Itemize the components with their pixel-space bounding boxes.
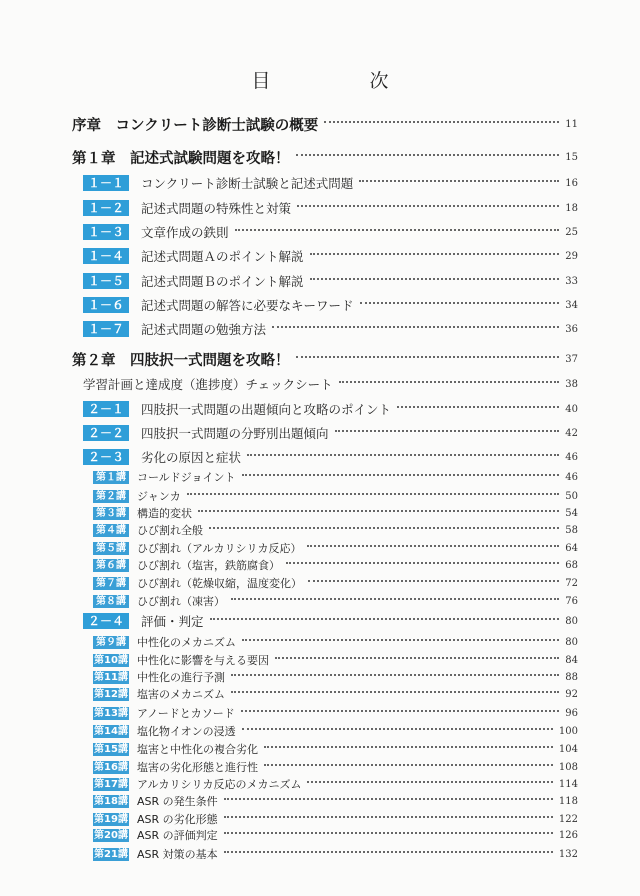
leader-dots	[235, 229, 560, 231]
toc-badge: ２－１	[83, 401, 129, 417]
leader-dots	[231, 691, 559, 693]
toc-label: 中性化の進行予測	[137, 671, 225, 684]
page-number: 118	[558, 795, 578, 807]
toc-label: 中性化に影響を与える要因	[137, 654, 269, 667]
toc-label: 第２章 四肢択一式問題を攻略！	[72, 352, 290, 369]
leader-dots	[310, 253, 560, 255]
toc-badge: 第17講	[94, 778, 128, 790]
toc-label: 記述式問題の特殊性と対策	[141, 201, 292, 216]
toc-label: 中性化のメカニズム	[137, 636, 236, 649]
page-number: 46	[565, 451, 578, 463]
leader-dots	[231, 598, 559, 600]
page-number: 18	[565, 202, 578, 214]
toc-badge: 第11講	[94, 671, 128, 683]
toc-section	[83, 447, 578, 467]
leader-dots	[231, 674, 559, 676]
page-number: 33	[565, 275, 578, 287]
toc-lecture	[93, 573, 578, 593]
toc-badge: 第14講	[94, 725, 128, 737]
toc-lecture	[93, 791, 578, 811]
page-number: 108	[558, 761, 578, 773]
page-number: 15	[565, 151, 578, 163]
toc-label: 塩害のメカニズム	[137, 688, 225, 701]
toc-badge: 第10講	[94, 654, 128, 666]
leader-dots	[242, 639, 559, 641]
toc-badge: 第12講	[94, 688, 128, 700]
leader-dots	[224, 832, 553, 834]
toc-lecture	[93, 591, 578, 611]
toc-section	[83, 173, 578, 193]
leader-dots	[296, 154, 560, 156]
page-title: 目 次	[251, 70, 429, 92]
toc-label: 文章作成の鉄則	[141, 225, 229, 240]
toc-section	[83, 222, 578, 242]
toc-label: 塩害の劣化形態と進行性	[137, 761, 258, 774]
leader-dots	[242, 474, 560, 476]
toc-lecture	[93, 684, 578, 704]
page-number: 100	[558, 725, 578, 737]
leader-dots	[241, 710, 559, 712]
leader-dots	[307, 781, 552, 783]
toc-badge: 第７講	[93, 577, 129, 590]
toc-label: ひび割れ（凍害）	[137, 595, 225, 608]
toc-label: 学習計画と達成度（進捗度）チェックシート	[83, 377, 333, 392]
leader-dots	[224, 851, 553, 853]
leader-dots	[187, 493, 559, 495]
toc-section	[83, 374, 578, 394]
toc-lecture	[93, 703, 578, 723]
toc-label: ひび割れ（塩害，鉄筋腐食）	[137, 559, 280, 572]
page-number: 40	[565, 403, 578, 415]
toc-badge: ２－３	[83, 449, 129, 465]
leader-dots	[247, 454, 559, 456]
toc-lecture	[93, 739, 578, 759]
toc-badge: 第９講	[93, 636, 129, 649]
toc-label: ASR 対策の基本	[137, 848, 218, 861]
leader-dots	[297, 205, 559, 207]
leader-dots	[272, 326, 559, 328]
page-number: 50	[565, 490, 578, 502]
toc-label: 記述式問題Ａのポイント解説	[141, 249, 304, 264]
toc-section	[83, 399, 578, 419]
toc-chapter	[72, 349, 578, 369]
toc-section	[83, 295, 578, 315]
page-number: 92	[565, 688, 578, 700]
toc-label: ASR の発生条件	[137, 795, 218, 808]
toc-label: 序章 コンクリート診断士試験の概要	[72, 117, 319, 134]
toc-lecture	[93, 632, 578, 652]
page-number: 104	[558, 743, 578, 755]
leader-dots	[242, 728, 553, 730]
toc-section	[83, 271, 578, 291]
page-number: 76	[565, 595, 578, 607]
leader-dots	[198, 510, 559, 512]
page-number: 25	[565, 226, 578, 238]
leader-dots	[339, 381, 560, 383]
toc-badge: ２－２	[83, 425, 129, 441]
toc-label: 記述式問題の勉強方法	[141, 322, 267, 337]
leader-dots	[286, 562, 559, 564]
page-number: 37	[565, 353, 578, 365]
toc-label: アルカリシリカ反応のメカニズム	[137, 778, 302, 791]
toc-chapter	[72, 114, 578, 134]
page-number: 96	[565, 707, 578, 719]
toc-badge: １－５	[83, 273, 129, 289]
toc-label: 構造的変状	[137, 507, 192, 520]
toc-badge: １－６	[83, 297, 129, 313]
toc-section	[83, 198, 578, 218]
toc-lecture	[93, 721, 578, 741]
toc-label: 記述式問題の解答に必要なキーワード	[141, 298, 354, 313]
leader-dots	[224, 798, 553, 800]
toc-badge: 第16講	[94, 761, 128, 773]
toc-lecture	[93, 520, 578, 540]
page-number: 80	[565, 636, 578, 648]
page-number: 42	[565, 427, 578, 439]
leader-dots	[264, 746, 553, 748]
toc-badge: １－１	[83, 175, 129, 191]
toc-badge: 第２講	[93, 490, 129, 503]
toc-label: コールドジョイント	[137, 471, 236, 484]
toc-label: アノードとカソード	[137, 707, 235, 720]
leader-dots	[335, 430, 560, 432]
leader-dots	[264, 764, 553, 766]
toc-lecture	[93, 844, 578, 864]
leader-dots	[324, 121, 559, 123]
page-number: 126	[558, 829, 578, 841]
page-number: 68	[565, 559, 578, 571]
page-number: 29	[565, 250, 578, 262]
page-number: 72	[565, 577, 578, 589]
toc-section	[83, 246, 578, 266]
leader-dots	[296, 356, 560, 358]
page-number: 84	[565, 654, 578, 666]
toc-badge: １－２	[83, 200, 129, 216]
toc-chapter	[72, 147, 578, 167]
leader-dots	[224, 816, 553, 818]
page-number: 34	[565, 299, 578, 311]
toc-section	[83, 319, 578, 339]
page-number: 16	[565, 177, 578, 189]
toc-lecture	[93, 467, 578, 487]
leader-dots	[209, 527, 559, 529]
leader-dots	[275, 657, 559, 659]
toc-section	[83, 611, 578, 631]
page-number: 46	[565, 471, 578, 483]
toc-lecture	[93, 555, 578, 575]
page-number: 11	[565, 118, 578, 130]
toc-label: 記述式問題Ｂのポイント解説	[141, 274, 304, 289]
toc-label: 塩化物イオンの浸透	[137, 725, 236, 738]
leader-dots	[308, 580, 559, 582]
toc-badge: 第１講	[93, 471, 129, 484]
toc-badge: 第３講	[93, 507, 129, 520]
toc-badge: 第19講	[94, 813, 128, 825]
toc-label: コンクリート診断士試験と記述式問題	[141, 176, 354, 191]
leader-dots	[310, 278, 560, 280]
toc-badge: １－３	[83, 224, 129, 240]
leader-dots	[359, 180, 559, 182]
toc-badge: 第18講	[94, 795, 128, 807]
toc-badge: 第６講	[93, 559, 129, 572]
toc-label: ひび割れ（乾燥収縮，温度変化）	[137, 577, 302, 590]
toc-label: ASR の劣化形態	[137, 813, 218, 826]
toc-badge: 第５講	[93, 542, 129, 555]
toc-label: ひび割れ（アルカリシリカ反応）	[137, 542, 302, 555]
page-number: 88	[565, 671, 578, 683]
toc-label: 四肢択一式問題の出題傾向と攻略のポイント	[141, 402, 392, 417]
toc-label: 評価・判定	[141, 614, 204, 629]
toc-badge: 第８講	[93, 595, 129, 608]
page-number: 36	[565, 323, 578, 335]
leader-dots	[210, 618, 560, 620]
toc-section	[83, 423, 578, 443]
page-number: 58	[565, 524, 578, 536]
toc-label: 四肢択一式問題の分野別出題傾向	[141, 426, 329, 441]
page-number: 122	[558, 813, 578, 825]
leader-dots	[360, 302, 560, 304]
toc-badge: 第21講	[94, 848, 128, 860]
toc-label: ひび割れ全般	[137, 524, 203, 537]
page-number: 38	[565, 378, 578, 390]
leader-dots	[307, 545, 559, 547]
toc-label: 塩害と中性化の複合劣化	[137, 743, 258, 756]
toc-label: 第１章 記述式試験問題を攻略！	[72, 150, 290, 167]
toc-label: ジャンカ	[137, 490, 181, 503]
page-number: 132	[558, 848, 578, 860]
toc-badge: １－７	[83, 321, 129, 337]
page-number: 80	[565, 615, 578, 627]
toc-badge: 第15講	[94, 743, 128, 755]
page-number: 114	[558, 778, 578, 790]
page-number: 54	[565, 507, 578, 519]
toc-badge: １－４	[83, 248, 129, 264]
toc-badge: ２－４	[83, 613, 129, 629]
toc-lecture	[93, 825, 578, 845]
leader-dots	[397, 406, 559, 408]
toc-badge: 第13講	[94, 707, 128, 719]
page-number: 64	[565, 542, 578, 554]
toc-label: 劣化の原因と症状	[141, 450, 242, 465]
toc-badge: 第４講	[93, 524, 129, 537]
toc-label: ASR の評価判定	[137, 829, 218, 842]
toc-badge: 第20講	[94, 829, 128, 841]
